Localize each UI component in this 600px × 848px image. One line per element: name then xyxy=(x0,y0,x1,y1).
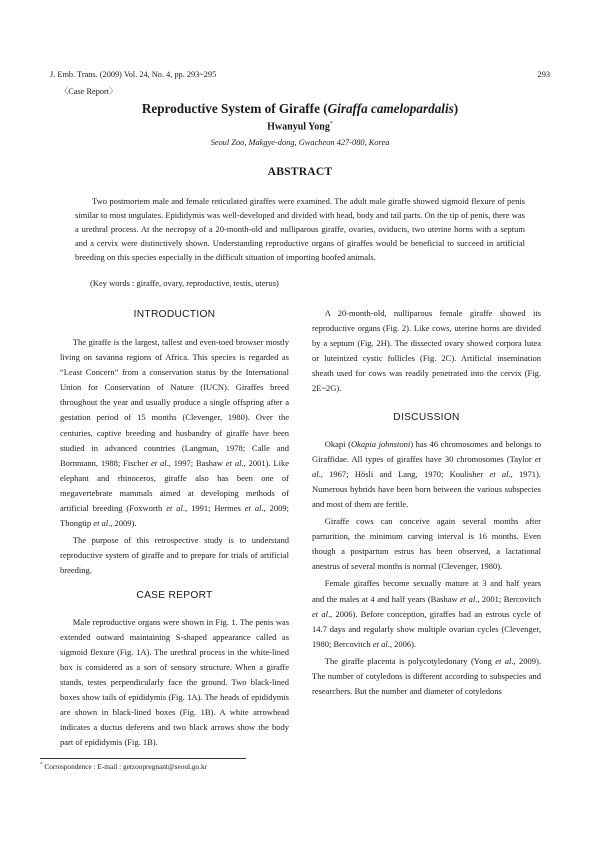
abstract-heading: ABSTRACT xyxy=(267,165,333,178)
abstract-body xyxy=(75,195,525,265)
article-title: Reproductive System of Giraffe (Giraffa camelopardalis) xyxy=(141,101,459,116)
abstract-paragraph: Two postmortem male and female reticulated giraffes were examined. The adult male giraffe showed sigmoid flexure of penis similar to most ungulates. Epididymis was well-developed and divided with head, body and tail parts. On the tip of penis, there was a urethral process. At the necropsy of a 20-month-old and nulliparous giraffe, ovaries, oviducts, two uterine horns with a septum and a cervix were distinctively shown. Understanding reproductive organs of giraffes would be beneficial to succeed in artificial breeding on this species especially in the difficult situation of importing hoofed animals. xyxy=(75,196,525,262)
introduction-paragraph-1: The giraffe is the largest, tallest and even-toed browser mostly living on savanna regions of Africa. This species is regarded as “Least Concern” from a conservation status by the International Union for Conservation of Nature (IUCN). Giraffes breed throughout the year and usually produce a single offspring after a gestation period of 15 months (Clevenger, 1980). Over the centuries, captive breeding and husbandry of giraffe have been studied in advanced countries (Langman, 1978; Calle and Bornmann, 1988; Fischer et al., 1997; Bashaw et al., 2001). Like elephant and rhinoceros, giraffe also has been one of megavertebrate mammals aimed at developing methods of artificial breeding (Foxworth et al., 1991; Hermes et al., 2009; Thongtip et al., 2009). xyxy=(60,337,289,529)
discussion-paragraph-2: Giraffe cows can conceive again several months after parturition, the minimum carving interval is 16 months. Even though a postpartum estrus has been observed, a lactational anestrus of several months is normal (Clevenger, 1980). xyxy=(312,516,541,572)
article-type-label: 〈Case Report〉 xyxy=(60,87,118,96)
discussion-paragraph-4: The giraffe placenta is polycotyledonary (Yong et al., 2009). The number of cotyledons is different according to subspecies and researchers. But the number and diameter of cotyledons xyxy=(312,655,542,697)
footnote-divider xyxy=(40,758,246,759)
title-species: Giraffa camelopardalis xyxy=(327,101,454,116)
discussion-paragraph-3: Female giraffes become sexually mature at 3 and half years and the males at 4 and half years (Bashaw et al., 2001; Bercovitch et al., 2006). Before conception, giraffes had an estrous cycle of 14.7 days and regularly show multiple ovarian cycles (Clevenger, 1980; Bercovitch et al., 2006). xyxy=(312,578,542,649)
footnote-mark: * xyxy=(40,762,43,768)
correspondence-footnote: * Correspondence : E-mail : getzoopregnant@seoul.go.kr xyxy=(40,762,208,771)
introduction-paragraph-2: The purpose of this retrospective study is to understand reproductive system of giraffe and to prepare for trials of artificial breeding. xyxy=(60,535,289,576)
page-number: 293 xyxy=(537,70,550,79)
discussion-heading: DISCUSSION xyxy=(393,411,460,423)
discussion-paragraph-1: Okapi (Okapia johnstoni) has 46 chromosomes and belongs to Giraffidae. All types of giraffes have 30 chromosomes (Taylor et al., 1967; Hösli and Lang, 1970; Koulisher et al., 1971). Numerous hybrids have been born between the various subspecies and most of them are fertile. xyxy=(312,438,541,509)
left-column xyxy=(60,306,289,752)
keywords: (Key words : giraffe, ovary, reproductive, testis, uterus) xyxy=(90,278,279,288)
author-affiliation: Seoul Zoo, Makgye-dong, Gwacheon 427-080, Korea xyxy=(210,138,390,147)
case-report-paragraph-1: Male reproductive organs were shown in Fig. 1. The penis was extended outward maintaining S-shaped appearance called as sigmoid flexure (Fig. 1A). The urethral process in the white-lined box is considered as a sort of sensory structure. When a giraffe stands, testes perpendicularly face the ground. Two black-lined boxes show tails of epididymis (Fig. 1A). The heads of epididymis are shown in black-lined boxes (Fig. 1B). A white arrowhead indicates a ductus deferens and two black arrows show the body part of epididymis (Fig. 1B). xyxy=(60,616,289,748)
case-report-heading: CASE REPORT xyxy=(136,589,213,601)
author-footnote-mark: * xyxy=(329,121,333,127)
case-report-paragraph-2: A 20-month-old, nulliparous female giraffe showed its reproductive organs (Fig. 2). Like cows, uterine horns are divided by a septum (Fig. 2H). The dissected ovary showed corpora lutea or luteinized cystic follicles (Fig. 2C). Artificial insemination sheath used for cows was readily penetrated into the cervix (Fig. 2E~2G). xyxy=(312,308,541,394)
author-name: Hwanyul Yong* xyxy=(267,121,333,133)
journal-reference: J. Emb. Trans. (2009) Vol. 24, No. 4, pp. 293~295 xyxy=(50,70,217,79)
right-column xyxy=(312,306,541,701)
introduction-heading: INTRODUCTION xyxy=(133,309,216,320)
